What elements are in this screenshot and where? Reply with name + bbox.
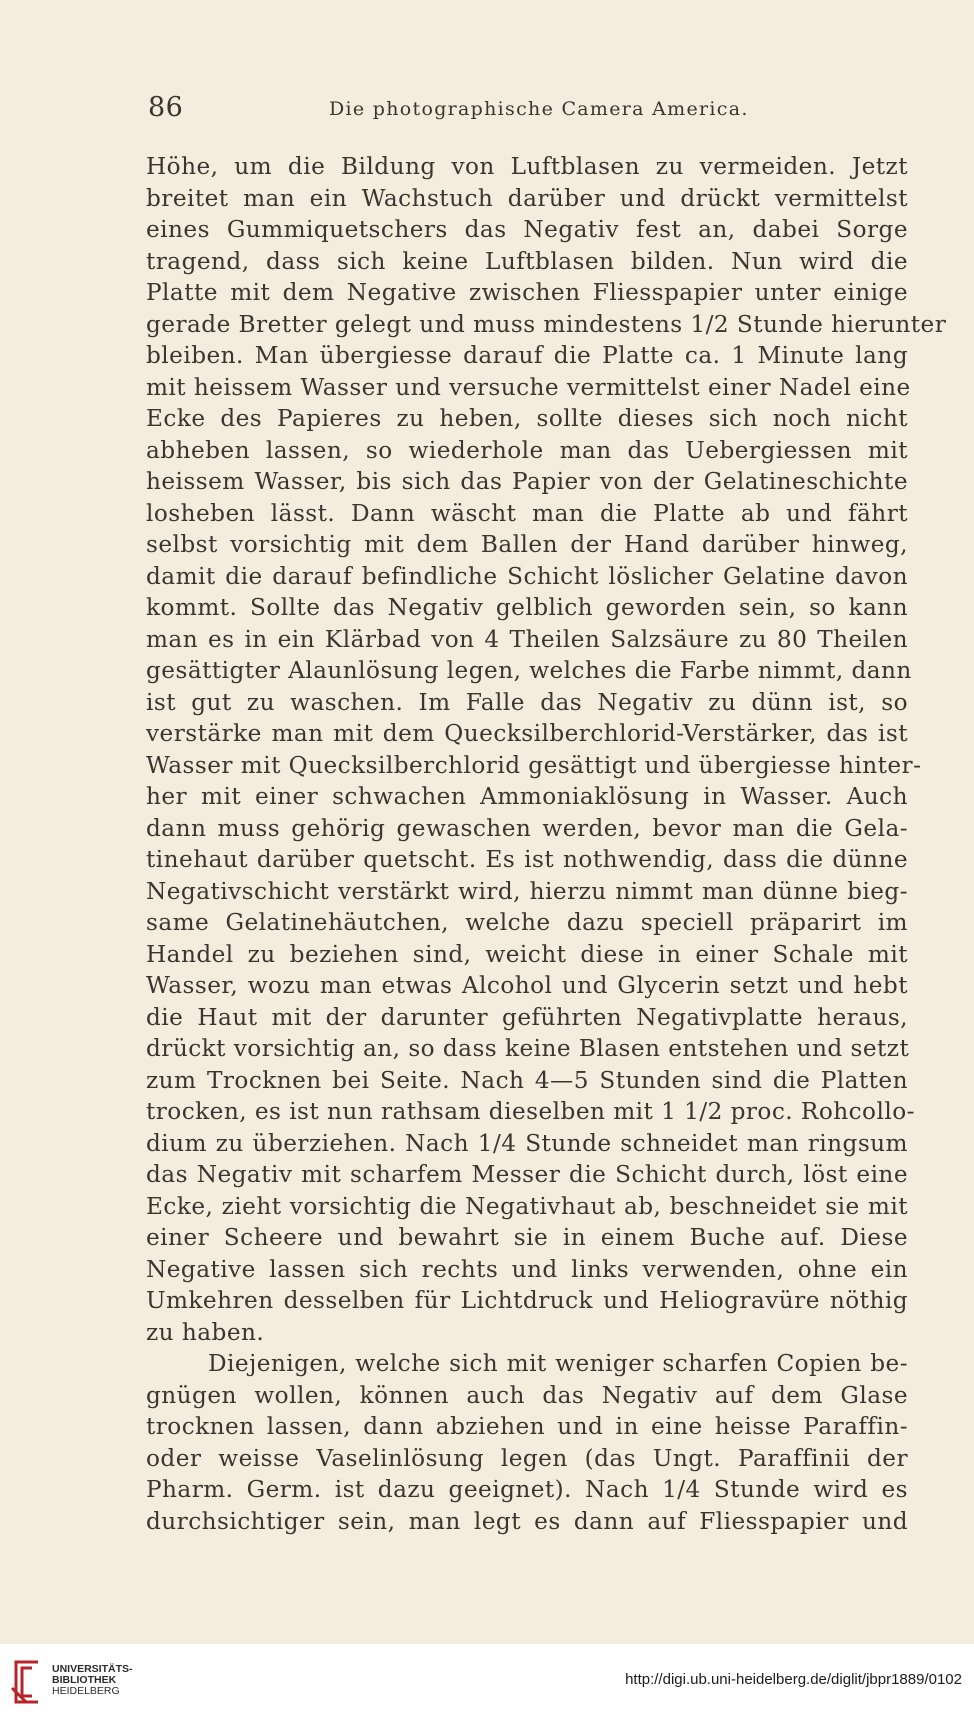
text-line: breitet man ein Wachstuch darüber und drückt vermittelst <box>146 184 908 212</box>
text-line: zum Trocknen bei Seite. Nach 4—5 Stunden sind die Platten <box>146 1066 908 1094</box>
text-line: Pharm. Germ. ist dazu geeignet). Nach 1/4 Stunde wird es <box>146 1476 908 1503</box>
text-line: gerade Bretter gelegt und muss mindestens 1/2 Stunde hierunter <box>146 310 947 338</box>
text-line: das Negativ mit scharfem Messer die Schicht durch, löst eine <box>146 1161 908 1188</box>
text-line: Negative lassen sich rechts und links verwenden, ohne ein <box>146 1255 908 1283</box>
text-line: losheben lässt. Dann wäscht man die Platte ab und fährt <box>146 499 908 527</box>
text-line: einer Scheere und bewahrt sie in einem Buche auf. Diese <box>146 1224 908 1251</box>
text-line: durchsichtiger sein, man legt es dann auf Fliesspapier und <box>146 1507 908 1535</box>
text-line: drückt vorsichtig an, so dass keine Blasen entstehen und setzt <box>146 1035 910 1062</box>
library-name-line: HEIDELBERG <box>52 1685 120 1697</box>
library-name-line: BIBLIOTHEK <box>52 1674 117 1686</box>
text-line: bleiben. Man übergiesse darauf die Platte ca. 1 Minute lang <box>146 342 908 369</box>
text-line: Ecke des Papieres zu heben, sollte dieses sich noch nicht <box>146 405 908 432</box>
text-line: trocknen lassen, dann abziehen und in eine heisse Paraffin- <box>146 1413 908 1440</box>
text-line: Umkehren desselben für Lichtdruck und Heliogravüre nöthig <box>146 1287 908 1314</box>
text-line: Wasser mit Quecksilberchlorid gesättigt und übergiesse hinter- <box>146 751 922 779</box>
text-line: her mit einer schwachen Ammoniaklösung in Wasser. Auch <box>146 783 908 810</box>
source-url-link[interactable]: http://digi.ub.uni-heidelberg.de/diglit/jbpr1889/0102 <box>625 1671 962 1688</box>
text-line: abheben lassen, so wiederhole man das Uebergiessen mit <box>146 436 908 464</box>
text-line: same Gelatinehäutchen, welche dazu speciell präparirt im <box>146 909 908 936</box>
text-line: Negativschicht verstärkt wird, hierzu nimmt man dünne bieg- <box>146 877 908 905</box>
page-number: 86 <box>148 92 184 123</box>
text-line: dium zu überziehen. Nach 1/4 Stunde schneidet man ringsum <box>146 1129 908 1157</box>
viewer-footer <box>0 1644 974 1717</box>
text-line: ist gut zu waschen. Im Falle das Negativ zu dünn ist, so <box>146 688 908 716</box>
text-line: damit die darauf befindliche Schicht löslicher Gelatine davon <box>146 562 908 590</box>
library-name[interactable] <box>52 1664 133 1697</box>
text-line: trocken, es ist nun rathsam dieselben mit 1 1/2 proc. Rohcollo- <box>146 1098 915 1125</box>
text-line: kommt. Sollte das Negativ gelblich geworden sein, so kann <box>146 594 908 621</box>
text-line: Platte mit dem Negative zwischen Fliesspapier unter einige <box>146 279 908 306</box>
text-line: mit heissem Wasser und versuche vermittelst einer Nadel eine <box>146 373 911 401</box>
text-line: zu haben. <box>146 1318 265 1346</box>
text-line: Wasser, wozu man etwas Alcohol und Glycerin setzt und hebt <box>146 972 908 999</box>
text-line: Diejenigen, welche sich mit weniger scharfen Copien be- <box>208 1350 908 1377</box>
text-line: man es in ein Klärbad von 4 Theilen Salzsäure zu 80 Theilen <box>146 625 908 653</box>
text-line: tragend, dass sich keine Luftblasen bilden. Nun wird die <box>146 247 908 275</box>
text-line: die Haut mit der darunter geführten Negativplatte heraus, <box>146 1003 908 1031</box>
text-line: oder weisse Vaselinlösung legen (das Ungt. Paraffinii der <box>146 1444 908 1472</box>
text-line: Handel zu beziehen sind, weicht diese in einer Schale mit <box>146 940 908 968</box>
text-line: heissem Wasser, bis sich das Papier von der Gelatineschichte <box>146 468 908 495</box>
body-text <box>146 151 947 1537</box>
library-name-line: UNIVERSITÄTS- <box>52 1663 133 1675</box>
text-line: Höhe, um die Bildung von Luftblasen zu vermeiden. Jetzt <box>146 153 908 180</box>
text-line: dann muss gehörig gewaschen werden, bevor man die Gela- <box>146 814 908 842</box>
text-line: verstärke man mit dem Quecksilberchlorid-Verstärker, das ist <box>146 720 908 747</box>
page-header <box>148 92 749 126</box>
library-logo-icon[interactable] <box>8 1658 44 1708</box>
text-line: gnügen wollen, können auch das Negativ auf dem Glase <box>146 1381 908 1409</box>
text-line: selbst vorsichtig mit dem Ballen der Hand darüber hinweg, <box>146 531 908 558</box>
text-line: eines Gummiquetschers das Negativ fest an, dabei Sorge <box>146 216 908 243</box>
running-title: Die photographische Camera America. <box>329 98 749 120</box>
text-line: tinehaut darüber quetscht. Es ist nothwendig, dass die dünne <box>146 846 908 873</box>
text-line: Ecke, zieht vorsichtig die Negativhaut ab, beschneidet sie mit <box>146 1192 908 1220</box>
text-line: gesättigter Alaunlösung legen, welches die Farbe nimmt, dann <box>146 657 912 684</box>
